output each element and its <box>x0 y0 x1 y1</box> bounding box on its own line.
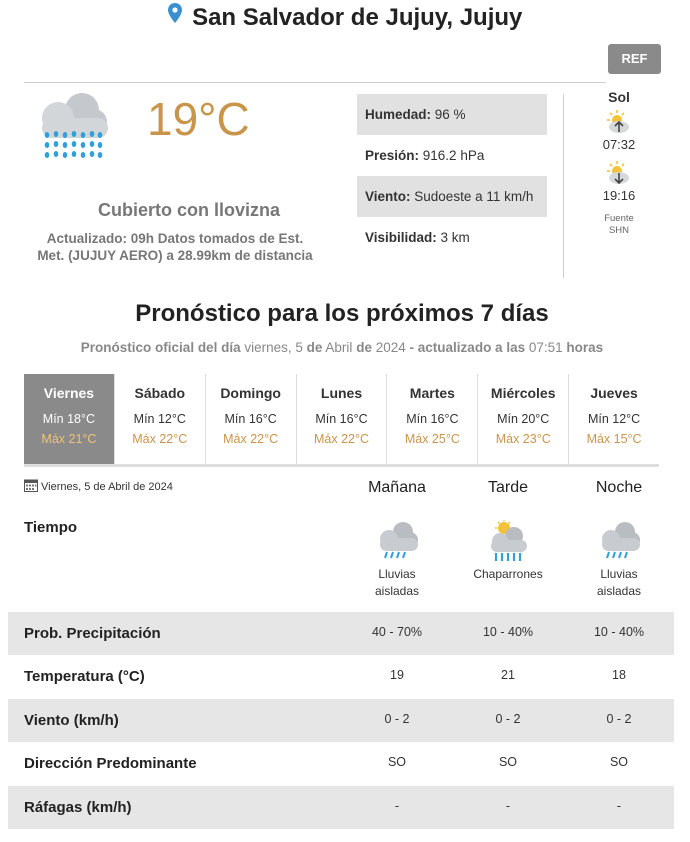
stat-label: Visibilidad: <box>365 230 437 245</box>
sun-title: Sol <box>608 89 630 105</box>
cell-value: 19 <box>390 668 404 683</box>
day-max: Máx 23°C <box>495 432 551 446</box>
day-max: Máx 22°C <box>132 432 188 446</box>
day-max: Máx 22°C <box>223 432 279 446</box>
day-tab-viernes[interactable] <box>24 374 115 464</box>
day-name: Lunes <box>320 385 363 401</box>
cell-value: 0 - 2 <box>384 711 410 726</box>
sun-cloud-rain-icon <box>484 520 532 564</box>
stat-label: Presión: <box>365 148 420 163</box>
day-tab-jueves[interactable] <box>569 374 659 464</box>
weather-noche <box>564 520 674 600</box>
period-manana: Mañana <box>368 479 426 496</box>
day-max: Máx 22°C <box>313 432 370 446</box>
cell-value: 18 <box>612 668 626 683</box>
cell-value: SO <box>609 755 629 770</box>
day-name: Domingo <box>220 385 281 401</box>
stat-value: 3 km <box>440 230 470 245</box>
day-min: Mín 18°C <box>42 412 96 426</box>
table-row <box>8 742 674 785</box>
calendar-icon <box>24 478 38 492</box>
day-tab-lunes[interactable] <box>297 374 388 464</box>
map-pin-icon <box>168 3 182 28</box>
weather-text: Lluvias <box>378 567 416 581</box>
day-max: Máx 25°C <box>404 432 460 446</box>
day-name: Martes <box>409 385 455 401</box>
current-condition: Cubierto con llovizna <box>97 200 280 220</box>
ref-button[interactable]: REF <box>608 44 661 74</box>
day-max: Máx 21°C <box>41 432 97 446</box>
table-row <box>8 699 674 742</box>
cloud-drizzle-icon <box>32 90 112 171</box>
period-tarde: Tarde <box>487 479 529 496</box>
subtitle-part: 07:51 <box>528 340 563 355</box>
subtitle-part: Abril <box>325 340 353 355</box>
subtitle-part: - actualizado a las <box>409 340 526 355</box>
day-name: Miércoles <box>490 385 556 401</box>
subtitle-part: de <box>306 340 323 355</box>
day-name: Viernes <box>43 385 95 401</box>
row-label: Temperatura (°C) <box>24 668 145 686</box>
day-tab-domingo[interactable] <box>206 374 297 464</box>
cell-value: SO <box>498 755 518 770</box>
cell-value: 0 - 2 <box>606 711 632 726</box>
subtitle-part: viernes, 5 <box>244 340 303 355</box>
stat-label: Humedad: <box>365 107 432 122</box>
weather-tarde <box>453 520 563 583</box>
forecast-subtitle <box>0 340 684 355</box>
sunset-icon <box>606 160 632 186</box>
subtitle-part: Pronóstico oficial del día <box>80 340 241 355</box>
day-min: Mín 12°C <box>133 412 186 426</box>
location-header <box>0 4 690 32</box>
stat-visibility <box>357 217 547 258</box>
day-name: Jueves <box>590 385 638 401</box>
location-title: San Salvador de Jujuy, Jujuy <box>192 4 523 31</box>
sunrise-time: 07:32 <box>602 137 636 152</box>
day-name: Sábado <box>134 385 186 401</box>
day-max: Máx 15°C <box>586 432 642 446</box>
cell-value: 21 <box>501 668 515 683</box>
subtitle-part: horas <box>566 340 604 355</box>
weather-text: aisladas <box>374 584 420 598</box>
subtitle-part: de <box>356 340 372 355</box>
current-temperature: 19°C <box>147 93 250 145</box>
day-tab-miercoles[interactable] <box>478 374 569 464</box>
table-row <box>8 786 674 829</box>
row-label: Viento (km/h) <box>24 711 119 729</box>
sun-source <box>583 213 655 237</box>
table-row <box>8 655 674 698</box>
cloud-rain-icon <box>373 520 421 564</box>
cell-value: 0 - 2 <box>495 711 521 726</box>
current-stats <box>357 94 547 258</box>
tiempo-label: Tiempo <box>24 519 78 536</box>
divider <box>563 94 564 278</box>
stat-value: 96 % <box>434 107 466 122</box>
cell-value: - <box>505 798 511 813</box>
day-tab-martes[interactable] <box>387 374 478 464</box>
row-label: Prob. Precipitación <box>24 625 161 642</box>
period-noche: Noche <box>595 479 643 496</box>
day-min: Mín 16°C <box>224 412 277 426</box>
sunrise-icon <box>606 109 632 135</box>
table-row <box>8 612 674 655</box>
sun-panel <box>583 89 655 237</box>
cell-value: - <box>616 798 622 813</box>
forecast-title: Pronóstico para los próximos 7 días <box>135 300 549 327</box>
stat-value: Sudoeste a 11 km/h <box>414 189 534 204</box>
cell-value: 10 - 40% <box>593 625 645 639</box>
stat-pressure <box>357 135 547 176</box>
stat-label: Viento: <box>365 189 411 204</box>
cell-value: SO <box>387 755 407 770</box>
stat-value: 916.2 hPa <box>422 148 485 163</box>
source-label: Fuente <box>604 213 634 224</box>
sunset-time: 19:16 <box>602 188 636 203</box>
row-label: Ráfagas (km/h) <box>24 798 132 816</box>
cell-value: 10 - 40% <box>482 625 534 639</box>
cloud-rain-icon <box>595 520 643 564</box>
weather-manana <box>342 520 452 600</box>
day-min: Mín 16°C <box>406 412 459 426</box>
divider <box>24 82 606 83</box>
detail-table <box>8 612 674 829</box>
stat-wind <box>357 176 547 217</box>
cell-value: - <box>394 798 400 813</box>
weather-text: Chaparrones <box>473 567 543 581</box>
row-label: Dirección Predominante <box>24 755 197 773</box>
detail-date <box>24 480 173 494</box>
day-tabs <box>24 374 659 467</box>
day-tab-sabado[interactable] <box>115 374 206 464</box>
day-min: Mín 12°C <box>587 412 641 426</box>
weather-text: aisladas <box>596 584 642 598</box>
weather-text: Lluvias <box>600 567 638 581</box>
source-value: SHN <box>608 225 630 236</box>
day-min: Mín 16°C <box>315 412 368 426</box>
subtitle-part: 2024 <box>375 340 406 355</box>
updated-note: Actualizado: 09h Datos tomados de Est. Met. (JUJUY AERO) a 28.99km de distancia <box>37 231 313 263</box>
day-min: Mín 20°C <box>497 412 550 426</box>
detail-date-text: Viernes, 5 de Abril de 2024 <box>41 480 173 493</box>
cell-value: 40 - 70% <box>371 625 423 639</box>
stat-humidity <box>357 94 547 135</box>
